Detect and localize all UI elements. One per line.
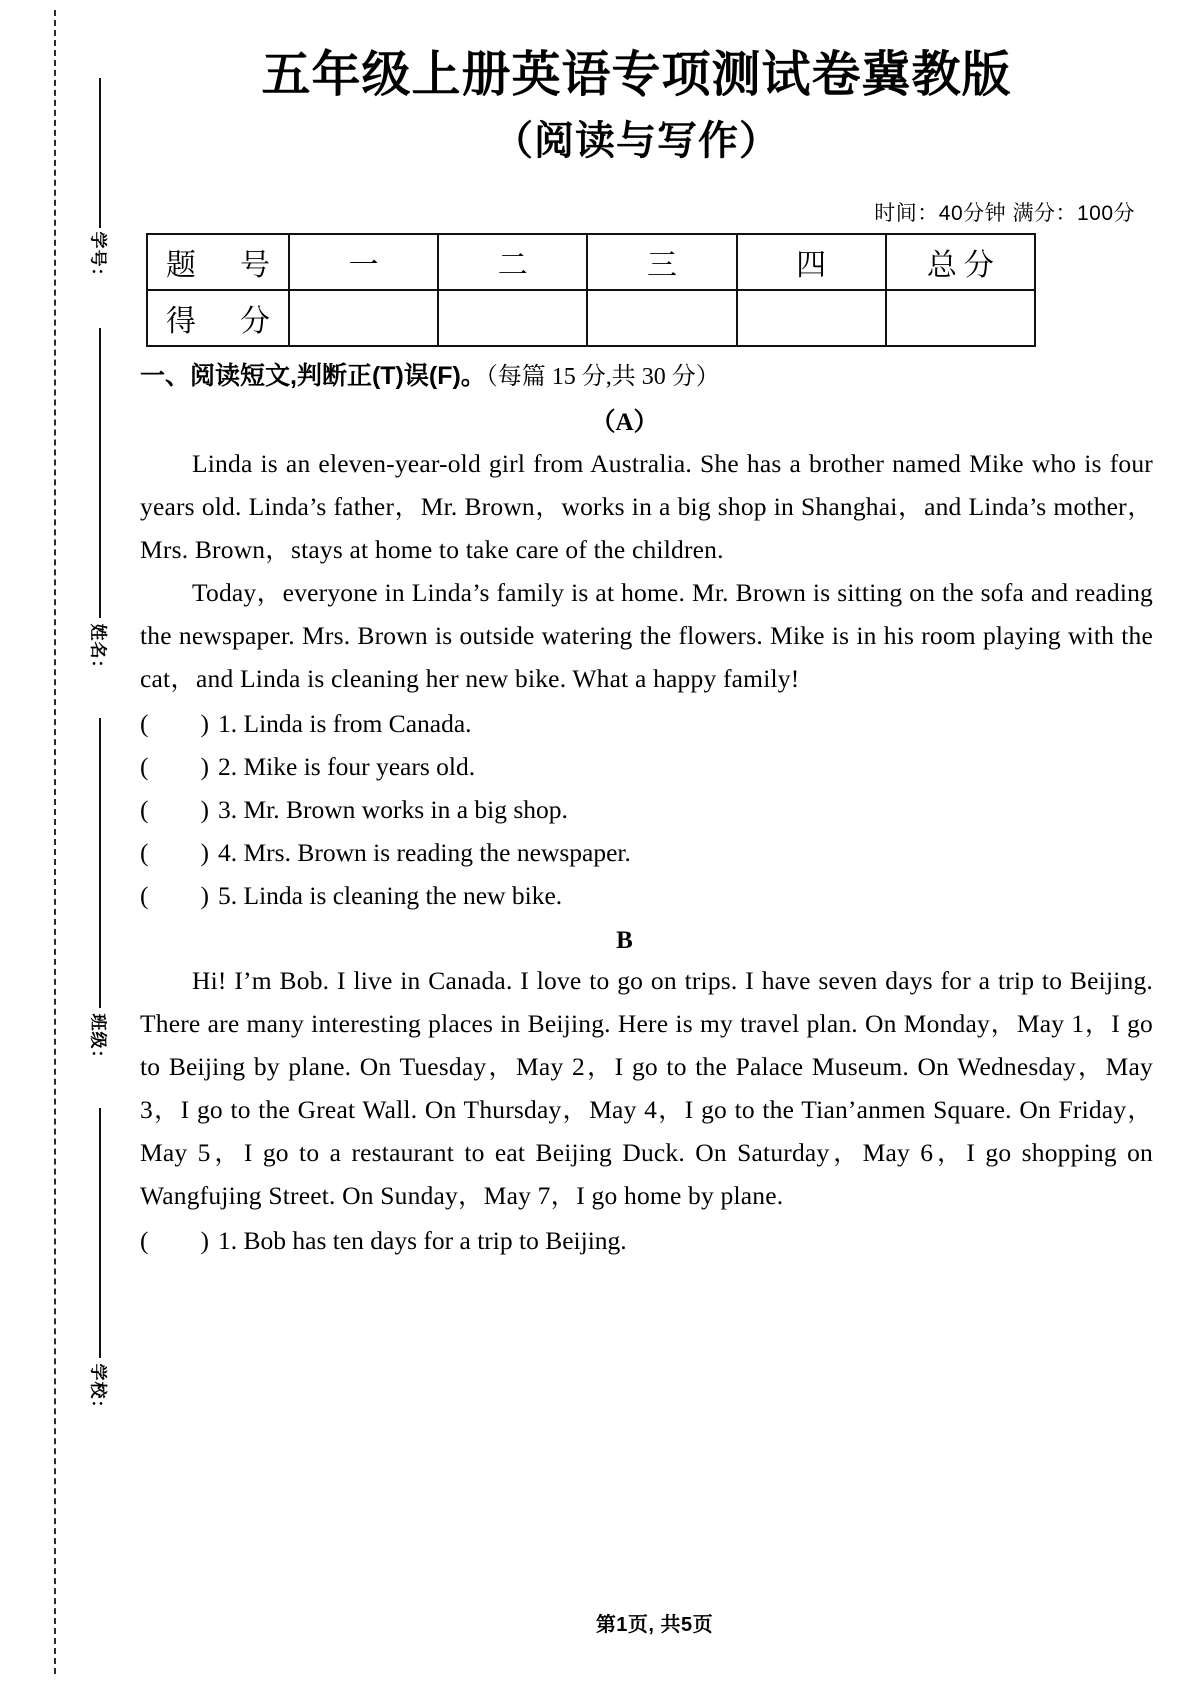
passage-b-label: B [616,927,633,955]
score-table-column-header: 一 [289,234,438,290]
passage-a-paragraph-1: Linda is an eleven-year-old girl from Australia. She has a brother named Mike who is four years old. Linda’s father，Mr. Brown，works in a big shop in Shanghai，and Linda’s mother，Mrs. Brown，stays at home to take care of the children. [140,449,1153,565]
question-text: 3. Mr. Brown works in a big shop. [218,795,568,825]
page-title: 五年级上册英语专项测试卷冀教版 [261,48,1012,102]
score-table [146,233,1036,347]
passage-b-question-list [140,1219,1153,1262]
list-item [140,745,1153,788]
answer-blank[interactable]: ( ) [140,881,209,911]
margin-label-school: 学校： [88,1363,108,1418]
score-input-cell[interactable] [438,290,587,346]
page-subtitle: （阅读与写作） [493,118,780,163]
question-text: 5. Linda is cleaning the new bike. [218,881,563,911]
score-table-column-header: 二 [438,234,587,290]
question-text: 1. Linda is from Canada. [218,709,472,739]
seal-rule-segment [99,328,101,618]
passage-a-paragraph-2: Today，everyone in Linda’s family is at home. Mr. Brown is sitting on the sofa and reading the newspaper. Mrs. Brown is outside watering the flowers. Mike is in his room playing with the cat，and Linda is cleaning her new bike. What a happy family! [140,578,1153,694]
answer-blank[interactable]: ( ) [140,752,209,782]
list-item [140,874,1153,917]
list-item [140,831,1153,874]
table-row [147,234,1035,290]
table-row [147,290,1035,346]
list-item [140,1219,1153,1262]
passage-a-question-list [140,702,1153,917]
margin-label-student-id: 学号： [88,231,108,286]
exam-time-and-score: 时间：40分钟 满分：100分 [874,201,1135,225]
paper-content [118,0,1191,1684]
score-input-cell[interactable] [587,290,736,346]
answer-blank[interactable]: ( ) [140,1226,209,1256]
score-table-row-label: 得 分 [147,290,289,346]
score-input-cell[interactable] [886,290,1035,346]
passage-b-paragraph-1: Hi! I’m Bob. I live in Canada. I love to go on trips. I have seven days for a trip to Beijing. There are many interesting places in Beijing. Here is my travel plan. On Monday，May 1，I go to Beijing by plane. On Tuesday，May 2，I go to the Palace Museum. On Wednesday，May 3，I go to the Great Wall. On Thursday，May 4，I go to the Tian’anmen Square. On Friday，May 5，I go to a restaurant to eat Beijing Duck. On Saturday，May 6，I go shopping on Wangfujing Street. On Sunday，May 7，I go home by plane. [140,966,1153,1211]
passage-a-label: （A） [590,409,659,437]
seal-rule-segment [99,78,101,228]
section-points: （每篇 15 分,共 30 分） [485,363,720,390]
seal-rule-segment [99,1108,101,1358]
list-item [140,702,1153,745]
seal-line-column [82,78,118,1498]
section-instruction: 阅读短文,判断正(T)误(F)。 [190,361,486,390]
score-table-column-header: 四 [737,234,886,290]
section-number: 一、 [140,361,191,390]
question-text: 1. Bob has ten days for a trip to Beijing. [218,1226,627,1256]
margin-label-name: 姓名： [88,623,108,678]
question-text: 4. Mrs. Brown is reading the newspaper. [218,838,631,868]
score-input-cell[interactable] [289,290,438,346]
seal-rule-segment [99,718,101,1008]
score-table-row-label: 题 号 [147,234,289,290]
page-indicator: 第1页, 共5页 [595,1614,714,1636]
list-item [140,788,1153,831]
dashed-cut-line [54,10,56,1674]
answer-blank[interactable]: ( ) [140,795,209,825]
question-text: 2. Mike is four years old. [218,752,476,782]
score-input-cell[interactable] [737,290,886,346]
answer-blank[interactable]: ( ) [140,838,209,868]
score-table-column-header: 总分 [886,234,1035,290]
section-1-heading [140,361,1151,392]
margin-label-class: 班级： [88,1013,108,1068]
answer-blank[interactable]: ( ) [140,709,209,739]
left-margin-zone [0,0,118,1684]
score-table-column-header: 三 [587,234,736,290]
